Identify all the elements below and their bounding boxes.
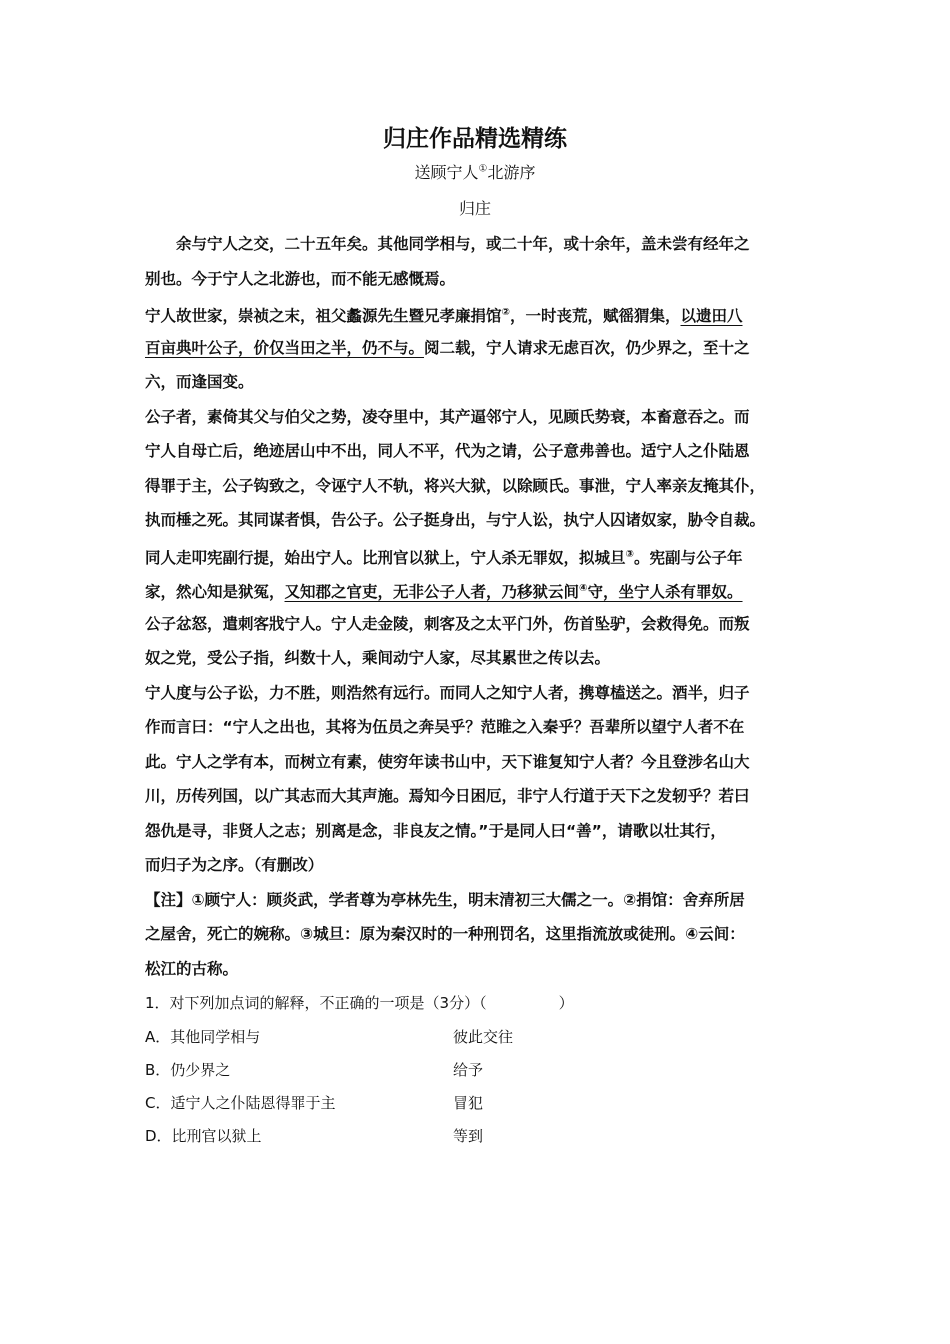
passage-line: 奴之党，受公子指，纠数十人，乘间动宁人家，尽其累世之传以去。 bbox=[145, 649, 611, 667]
passage-line: 此。宁人之学有本，而树立有素，使穷年读书山中，天下谁复知宁人者？今且登涉名山大 bbox=[145, 752, 750, 771]
option-d[interactable] bbox=[145, 1120, 815, 1153]
essay-title-text: 送顾宁人 bbox=[414, 163, 479, 182]
note-line: 之屋舍，死亡的婉称。③城旦：原为秦汉时的一种刑罚名，这里指流放或徒刑。④云间： bbox=[145, 925, 745, 943]
footnote-marker: ③ bbox=[625, 548, 634, 560]
passage-text: 又知郡之官吏，无非公子人者，乃移狱云间 bbox=[284, 583, 580, 602]
footnote-marker: ① bbox=[478, 163, 488, 175]
note-line: 【注】①顾宁人：顾炎武，学者尊为亭林先生，明末清初三大儒之一。②捐馆：舍弃所居 bbox=[145, 890, 745, 909]
passage-line: 得罪于主，公子钩致之，令诬宁人不轨，将兴大狱，以除顾氏。事泄，宁人率亲友掩其仆， bbox=[145, 476, 766, 495]
passage-line: 川，历传列国，以广其志而大其声施。焉知今日困厄，非宁人行道于天下之发轫乎？若曰 bbox=[145, 787, 750, 805]
underlined-sentence bbox=[285, 583, 743, 601]
passage-line: 别也。今于宁人之北游也，而不能无感慨焉。 bbox=[145, 269, 456, 288]
passage-line: 作而言曰：“宁人之出也，其将为伍员之奔吴乎？范睢之入秦乎？吾辈所以望宁人者不在 bbox=[145, 718, 745, 736]
passage-line: 宁人度与公子讼，力不胜，则浩然有远行。而同人之知宁人者，携尊榼送之。酒半，归子 bbox=[145, 683, 750, 702]
passage-line: 而归子为之序。（有删改） bbox=[145, 856, 324, 874]
option-explanation: 给予 bbox=[453, 1060, 484, 1079]
passage-text: 同人走叩宪副行提，始出宁人。比刑官以狱上，宁人杀无罪奴，拟城旦 bbox=[145, 548, 626, 567]
passage-line bbox=[145, 331, 815, 366]
passage-line: 余与宁人之交，二十五年矣。其他同学相与，或二十年，或十余年，盖未尝有经年之 bbox=[176, 235, 750, 253]
passage-text: 阅二载，宁人请求无虑百次，仍少界之，至十之 bbox=[424, 338, 750, 357]
footnote-marker: ② bbox=[501, 307, 510, 318]
underlined-sentence: 以遗田八 bbox=[680, 307, 743, 326]
passage-line bbox=[145, 538, 815, 573]
note-line: 松江的古称。 bbox=[145, 959, 239, 978]
option-text: B．仍少界之 bbox=[145, 1060, 231, 1079]
option-explanation: 等到 bbox=[453, 1126, 484, 1145]
passage-line bbox=[145, 572, 815, 607]
passage-line: 怨仇是寻，非贤人之志；别离是念，非良友之情。”于是同人曰“善”，请歌以壮其行， bbox=[145, 821, 726, 840]
option-explanation: 彼此交往 bbox=[453, 1027, 514, 1046]
option-explanation: 冒犯 bbox=[453, 1093, 484, 1112]
passage-text: 家，然心知是狱冤， bbox=[145, 583, 285, 602]
essay-title bbox=[0, 160, 950, 183]
option-text: D．比刑官以狱上 bbox=[145, 1126, 262, 1145]
option-text: A．其他同学相与 bbox=[145, 1027, 261, 1046]
essay-title-text: 北游序 bbox=[487, 163, 536, 182]
footnote-marker: ④ bbox=[579, 583, 588, 594]
passage-text: 。宪副与公子年 bbox=[633, 548, 743, 567]
option-text: C．适宁人之仆陆恩得罪于主 bbox=[145, 1093, 336, 1112]
option-b[interactable] bbox=[145, 1054, 815, 1087]
passage-text: 守，坐宁人杀有罪奴。 bbox=[587, 583, 743, 602]
option-c[interactable] bbox=[145, 1087, 815, 1120]
question-text: 1．对下列加点词的解释，不正确的一项是（3分）（ bbox=[145, 994, 487, 1012]
passage-line: 公子者，素倚其父与伯父之势，凌夺里中，其产逼邻宁人，见顾氏势衰，本畜意吞之。而 bbox=[145, 407, 750, 426]
question-text: ） bbox=[558, 994, 574, 1012]
essay-author: 归庄 bbox=[458, 199, 491, 218]
passage-line bbox=[145, 296, 815, 331]
option-a[interactable] bbox=[145, 1021, 815, 1054]
passage-text: ，一时丧荒，赋徭猬集， bbox=[509, 307, 681, 326]
passage-line: 六，而逢国变。 bbox=[145, 373, 254, 391]
passage-line: 公子忿怒，遣刺客戕宁人。宁人走金陵，刺客及之太平门外，伤首坠驴，会救得免。而叛 bbox=[145, 614, 750, 633]
passage-line: 宁人自母亡后，绝迹居山中不出，同人不平，代为之请，公子意弗善也。适宁人之仆陆恩 bbox=[145, 442, 750, 460]
passage bbox=[145, 227, 815, 1153]
passage-line: 执而棰之死。其同谋者惧，告公子。公子挺身出，与宁人讼，执宁人囚诸奴家，胁令自裁。 bbox=[145, 511, 766, 529]
document-title: 归庄作品精选精练 bbox=[383, 126, 567, 152]
underlined-sentence: 百亩典叶公子，价仅当田之半，仍不与。 bbox=[145, 338, 425, 357]
passage-text: 宁人故世家，崇祯之末，祖父蠡源先生暨兄孝廉捐馆 bbox=[145, 307, 502, 326]
question-stem bbox=[145, 986, 815, 1021]
